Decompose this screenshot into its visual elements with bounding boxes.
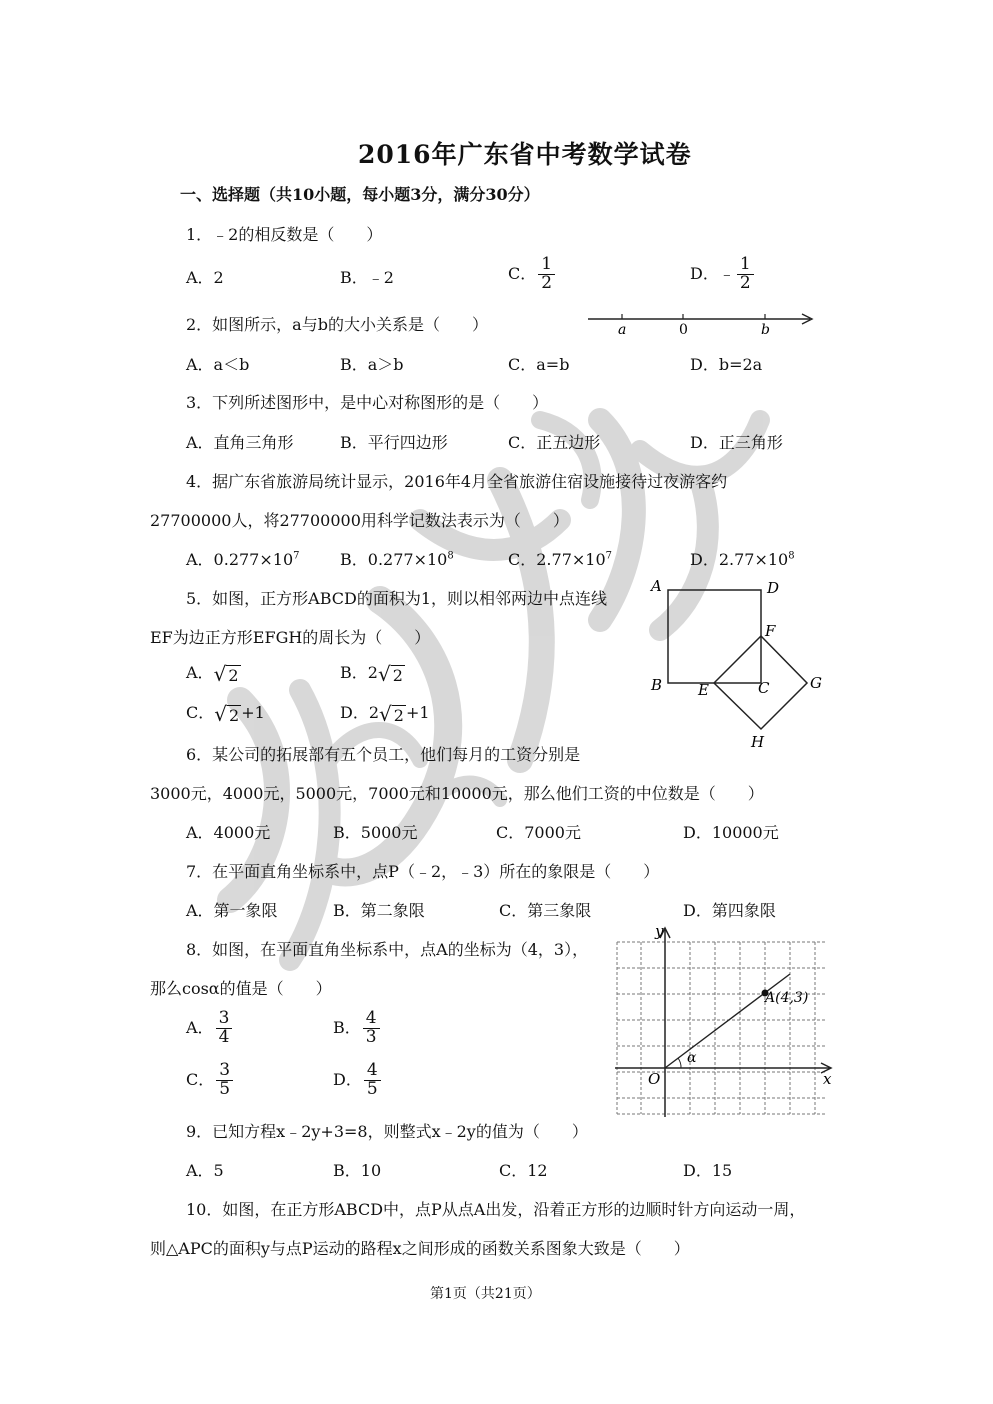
- label-B: B: [651, 676, 663, 694]
- numerator: 4: [363, 1010, 380, 1029]
- q5-option-c: [186, 700, 265, 726]
- label-y: y: [655, 922, 664, 940]
- coordinate-figure: [605, 922, 845, 1122]
- radicand: 2: [229, 705, 240, 725]
- label-A: A: [651, 577, 662, 595]
- denominator: 3: [365, 1026, 377, 1047]
- q3-option-a: A．直角三角形: [186, 433, 294, 452]
- fraction: [538, 256, 555, 293]
- q4-option-b: [340, 547, 454, 570]
- question-2: 2．如图所示，a与b的大小关系是（ ）: [186, 315, 488, 334]
- label-E: E: [698, 681, 709, 699]
- fraction: [364, 1062, 381, 1099]
- q6-option-c: C．7000元: [496, 823, 581, 842]
- label-D: D: [767, 579, 780, 597]
- exponent: 7: [293, 550, 300, 562]
- question-10-line1: 10．如图，在正方形ABCD中，点P从点A出发，沿着正方形的边顺时针方向运动一周，: [186, 1200, 806, 1219]
- label-H: H: [751, 733, 765, 751]
- q8-option-b: [333, 1010, 382, 1047]
- label-F: F: [765, 622, 776, 640]
- exponent: 7: [605, 550, 613, 562]
- q4-option-a: [186, 547, 300, 570]
- q4-option-c: [508, 547, 612, 570]
- label-O: O: [648, 1070, 661, 1088]
- label-a: a: [618, 322, 627, 338]
- page-title: 2016年广东省中考数学试卷: [358, 140, 692, 169]
- q1-option-b: B．﹣2: [340, 268, 394, 287]
- grid: [617, 942, 825, 1114]
- sqrt-expression: √ 2: [213, 661, 239, 686]
- q7-option-b: B．第二象限: [333, 901, 425, 920]
- question-6-line1: 6．某公司的拓展部有五个员工，他们每月的工资分别是: [186, 745, 581, 764]
- option-label: D．: [333, 1069, 362, 1089]
- q4-option-d: [690, 547, 795, 570]
- option-text: D．2.77×10: [690, 550, 789, 569]
- option-label: A．: [186, 663, 214, 682]
- option-label: B．: [333, 1017, 361, 1037]
- q6-option-b: B．5000元: [333, 823, 418, 842]
- option-label: B．2: [340, 663, 378, 682]
- q8-option-d: [333, 1062, 383, 1099]
- fraction: [216, 1062, 233, 1099]
- q9-option-a: A．5: [186, 1161, 224, 1180]
- q3-option-d: D．正三角形: [690, 433, 783, 452]
- ray-oa: [665, 974, 790, 1068]
- label-b: b: [761, 322, 770, 338]
- square-figure: [645, 575, 835, 755]
- q2-option-a: A．a＜b: [186, 355, 250, 374]
- sqrt-expression: √ 2: [379, 701, 404, 726]
- option-label: A．: [186, 1017, 214, 1037]
- option-suffix: +1: [241, 703, 265, 722]
- exponent: 8: [447, 550, 454, 562]
- numerator: 1: [737, 256, 754, 275]
- denominator: 4: [218, 1026, 230, 1047]
- q1-option-a: A．2: [186, 268, 224, 287]
- fraction: [363, 1010, 380, 1047]
- fraction: [737, 256, 754, 293]
- option-label: D．2: [340, 703, 380, 722]
- question-4-line2: 27700000人，将27700000用科学记数法表示为（ ）: [150, 511, 569, 530]
- q5-option-a: [186, 660, 241, 686]
- option-suffix: +1: [405, 703, 430, 722]
- question-7: 7．在平面直角坐标系中，点P（﹣2，﹣3）所在的象限是（ ）: [186, 862, 660, 881]
- q1-option-d: [690, 256, 756, 293]
- question-6-line2: 3000元，4000元，5000元，7000元和10000元，那么他们工资的中位数是（ ）: [150, 784, 764, 803]
- label-x: x: [823, 1070, 832, 1088]
- option-text: B．0.277×10: [340, 550, 448, 569]
- option-text: A．0.277×10: [186, 550, 294, 569]
- denominator: 5: [366, 1078, 378, 1099]
- label-C: C: [758, 679, 770, 697]
- label-G: G: [810, 674, 822, 692]
- label-zero: 0: [679, 322, 688, 338]
- q5-option-d: [340, 700, 430, 726]
- q7-option-a: A．第一象限: [186, 901, 278, 920]
- number-line-figure: [580, 306, 820, 340]
- q7-option-d: D．第四象限: [683, 901, 776, 920]
- denominator: 2: [739, 272, 751, 293]
- radicand: 2: [228, 665, 239, 685]
- q8-option-c: [186, 1062, 235, 1099]
- angle-arc: [678, 1058, 681, 1068]
- q8-option-a: [186, 1010, 234, 1047]
- denominator: 2: [541, 272, 553, 293]
- question-4-line1: 4．据广东省旅游局统计显示，2016年4月全省旅游住宿设施接待过夜游客约: [186, 472, 728, 491]
- question-3: 3．下列所述图形中，是中心对称图形的是（ ）: [186, 393, 549, 412]
- fraction: [216, 1010, 233, 1047]
- question-10-line2: 则△APC的面积y与点P运动的路程x之间形成的函数关系图象大致是（ ）: [150, 1239, 690, 1258]
- q1-option-c: [508, 256, 557, 293]
- q2-option-c: C．a=b: [508, 355, 570, 374]
- q7-option-c: C．第三象限: [499, 901, 592, 920]
- question-8-line2: 那么cosα的值是（ ）: [150, 979, 332, 998]
- q2-option-b: B．a＞b: [340, 355, 404, 374]
- q6-option-d: D．10000元: [683, 823, 779, 842]
- numerator: 3: [216, 1010, 233, 1029]
- question-8-line1: 8．如图，在平面直角坐标系中，点A的坐标为（4，3），: [186, 940, 589, 959]
- option-label: C．: [186, 703, 215, 722]
- exponent: 8: [788, 550, 795, 562]
- section-heading: 一、选择题（共10小题，每小题3分，满分30分）: [180, 185, 540, 204]
- denominator: 5: [219, 1078, 231, 1099]
- q5-option-b: [340, 660, 405, 686]
- label-point-a: A(4,3): [765, 990, 809, 1006]
- radicand: 2: [392, 665, 403, 685]
- question-9: 9．已知方程x﹣2y+3=8，则整式x﹣2y的值为（ ）: [186, 1122, 588, 1141]
- square-abcd: [668, 590, 761, 683]
- sqrt-expression: √ 2: [214, 701, 240, 726]
- numerator: 1: [538, 256, 555, 275]
- question-5-line1: 5．如图，正方形ABCD的面积为1，则以相邻两边中点连线: [186, 589, 608, 608]
- q3-option-c: C．正五边形: [508, 433, 601, 452]
- radicand: 2: [393, 705, 404, 725]
- q9-option-b: B．10: [333, 1161, 382, 1180]
- q9-option-d: D．15: [683, 1161, 733, 1180]
- q6-option-a: A．4000元: [186, 823, 271, 842]
- option-label: C．: [508, 263, 537, 283]
- numerator: 3: [216, 1062, 233, 1081]
- question-1: 1．﹣2的相反数是（ ）: [186, 225, 383, 244]
- option-text: C．2.77×10: [508, 550, 606, 569]
- q9-option-c: C．12: [499, 1161, 548, 1180]
- option-label: D．﹣: [690, 263, 735, 283]
- option-label: C．: [186, 1069, 215, 1089]
- page-footer: 第1页（共21页）: [430, 1286, 541, 1302]
- question-5-line2: EF为边正方形EFGH的周长为（ ）: [150, 628, 431, 647]
- sqrt-expression: √ 2: [377, 661, 403, 686]
- q3-option-b: B．平行四边形: [340, 433, 448, 452]
- q2-option-d: D．b=2a: [690, 355, 763, 374]
- numerator: 4: [364, 1062, 381, 1081]
- label-alpha: α: [687, 1050, 697, 1066]
